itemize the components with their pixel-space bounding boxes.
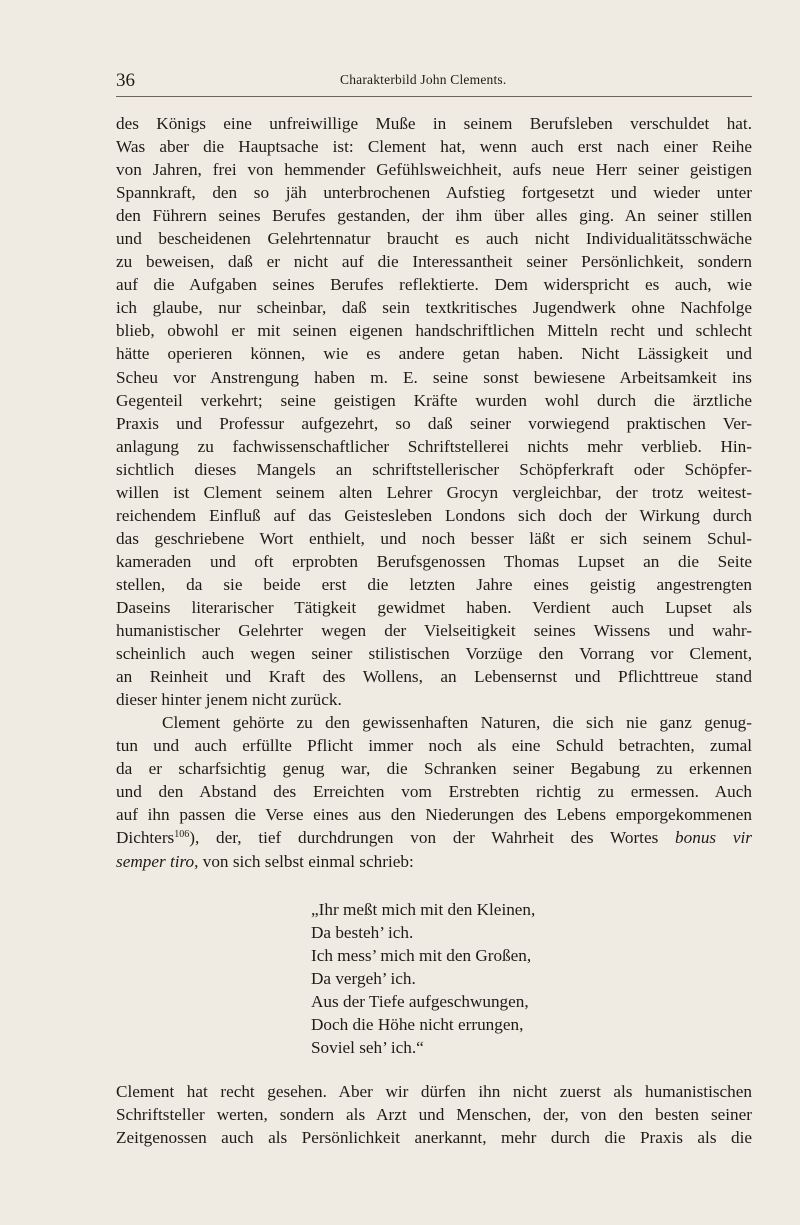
- text-line: humanistischer Gelehrter wegen der Vielseitigkeit seines Wissens und wahr-: [116, 621, 752, 641]
- text-line: Scheu vor Anstrengung haben m. E. seine sonst bewiesene Arbeitsamkeit ins: [116, 367, 752, 387]
- body-text: [116, 112, 752, 873]
- text-line: sichtlich dieses Mangels an schriftstellerischer Schöpferkraft oder Schöpfer-: [116, 459, 752, 479]
- header-rule: [116, 96, 752, 97]
- text-line: an Reinheit und Kraft des Wollens, an Lebensernst und Pflichttreue stand: [116, 667, 752, 687]
- text-line: Schriftsteller werten, sondern als Arzt und Menschen, der, von den besten seiner: [116, 1105, 752, 1125]
- text-line: kameraden und oft erprobten Berufsgenossen Thomas Lupset an die Seite: [116, 551, 752, 571]
- text-line: stellen, da sie beide erst die letzten Jahre eines geistig angestrengten: [116, 574, 752, 594]
- text-line: Was aber die Hauptsache ist: Clement hat, wenn auch erst nach einer Reihe: [116, 137, 752, 157]
- paragraph-1: [116, 112, 752, 711]
- dichters-word: Dichters: [116, 828, 175, 848]
- text-line: und bescheidenen Gelehrtennatur braucht es auch nicht Individualitätsschwäche: [116, 229, 752, 249]
- text-line: blieb, obwohl er mit seinen eigenen handschriftlichen Mitteln recht und schlecht: [116, 321, 752, 341]
- text-line: [116, 850, 752, 873]
- text-line: willen ist Clement seinem alten Lehrer Grocyn vergleichbar, der trotz weitest-: [116, 482, 752, 502]
- text-line: auf ihn passen die Verse eines aus den Niederungen des Lebens emporgekommenen: [116, 805, 752, 825]
- verse-line: Da vergeh’ ich.: [311, 969, 416, 989]
- text-line: Clement hat recht gesehen. Aber wir dürfen ihn nicht zuerst als humanistischen: [116, 1082, 752, 1101]
- closing-paragraph: [116, 1080, 752, 1149]
- text-line: ich glaube, nur scheinbar, daß sein textkritisches Jugendwerk ohne Nachfolge: [116, 298, 752, 318]
- page-header: [116, 66, 752, 92]
- text-line: da er scharfsichtig genug war, die Schranken seiner Begabung zu erkennen: [116, 759, 752, 779]
- footnote-ref: 106: [174, 829, 190, 841]
- text-line: Daseins literarischer Tätigkeit gewidmet haben. Verdient auch Lupset als: [116, 597, 752, 617]
- verse-line: Aus der Tiefe aufgeschwungen,: [311, 992, 529, 1012]
- italic-phrase: semper tiro: [116, 851, 195, 871]
- text-line: [116, 826, 752, 849]
- text-line: Praxis und Professur aufgezehrt, so daß seiner vorwiegend praktischen Ver-: [116, 413, 752, 433]
- text-fragment: ), der, tief durchdrungen von der Wahrheit des Wortes: [189, 828, 676, 848]
- text-line: anlagung zu fachwissenschaftlicher Schriftstellerei nichts mehr verblieb. Hin-: [116, 436, 752, 456]
- verse-line: Da besteh’ ich.: [311, 923, 414, 943]
- verse-line: Doch die Höhe nicht errungen,: [311, 1015, 524, 1035]
- text-line: reichendem Einfluß auf das Geistesleben Londons sich doch der Wirkung durch: [116, 505, 752, 525]
- text-line: Zeitgenossen auch als Persönlichkeit anerkannt, mehr durch die Praxis als die: [116, 1128, 752, 1148]
- text-line: und den Abstand des Erreichten vom Erstrebten richtig zu ermessen. Auch: [116, 782, 752, 802]
- page-number: 36: [116, 70, 135, 91]
- text-line: dieser hinter jenem nicht zurück.: [116, 690, 342, 710]
- verse-line: „Ihr meßt mich mit den Kleinen,: [311, 900, 536, 919]
- running-title: Charakterbild John Clements.: [340, 72, 507, 87]
- text-line: auf die Aufgaben seines Berufes reflektierte. Dem widerspricht es auch, wie: [116, 275, 752, 295]
- verse-line: Soviel seh’ ich.“: [311, 1038, 424, 1058]
- text-line: Gegenteil verkehrt; seine geistigen Kräfte wurden wohl durch die ärztliche: [116, 390, 752, 410]
- text-line: hätte operieren können, wie es andere getan haben. Nicht Lässigkeit und: [116, 344, 752, 364]
- text-fragment: , von sich selbst einmal schrieb:: [194, 851, 414, 871]
- text-line: scheinlich auch wegen seiner stilistischen Vorzüge den Vorrang vor Clement,: [116, 644, 752, 664]
- text-line: zu beweisen, daß er nicht auf die Interessantheit seiner Persönlichkeit, sondern: [116, 252, 752, 272]
- paragraph-2: [116, 711, 752, 872]
- text-line: Clement gehörte zu den gewissenhaften Naturen, die sich nie ganz genug-: [162, 713, 752, 733]
- text-line: tun und auch erfüllte Pflicht immer noch als eine Schuld betrachten, zumal: [116, 736, 752, 756]
- italic-phrase: bonus vir: [675, 828, 752, 848]
- text-line: des Königs eine unfreiwillige Muße in seinem Berufsleben verschuldet hat.: [116, 114, 752, 133]
- text-line: das geschriebene Wort enthielt, und noch besser läßt er sich seinem Schul-: [116, 528, 752, 548]
- verse-block: [311, 898, 535, 1059]
- verse-line: Ich mess’ mich mit den Großen,: [311, 946, 532, 966]
- text-line: den Führern seines Berufes gestanden, der ihm über alles ging. An seiner stillen: [116, 206, 752, 226]
- text-line: Spannkraft, den so jäh unterbrochenen Aufstieg fortgesetzt und wieder unter: [116, 183, 752, 203]
- text-line: von Jahren, frei von hemmender Gefühlsweichheit, aufs neue Herr seiner geistigen: [116, 160, 752, 180]
